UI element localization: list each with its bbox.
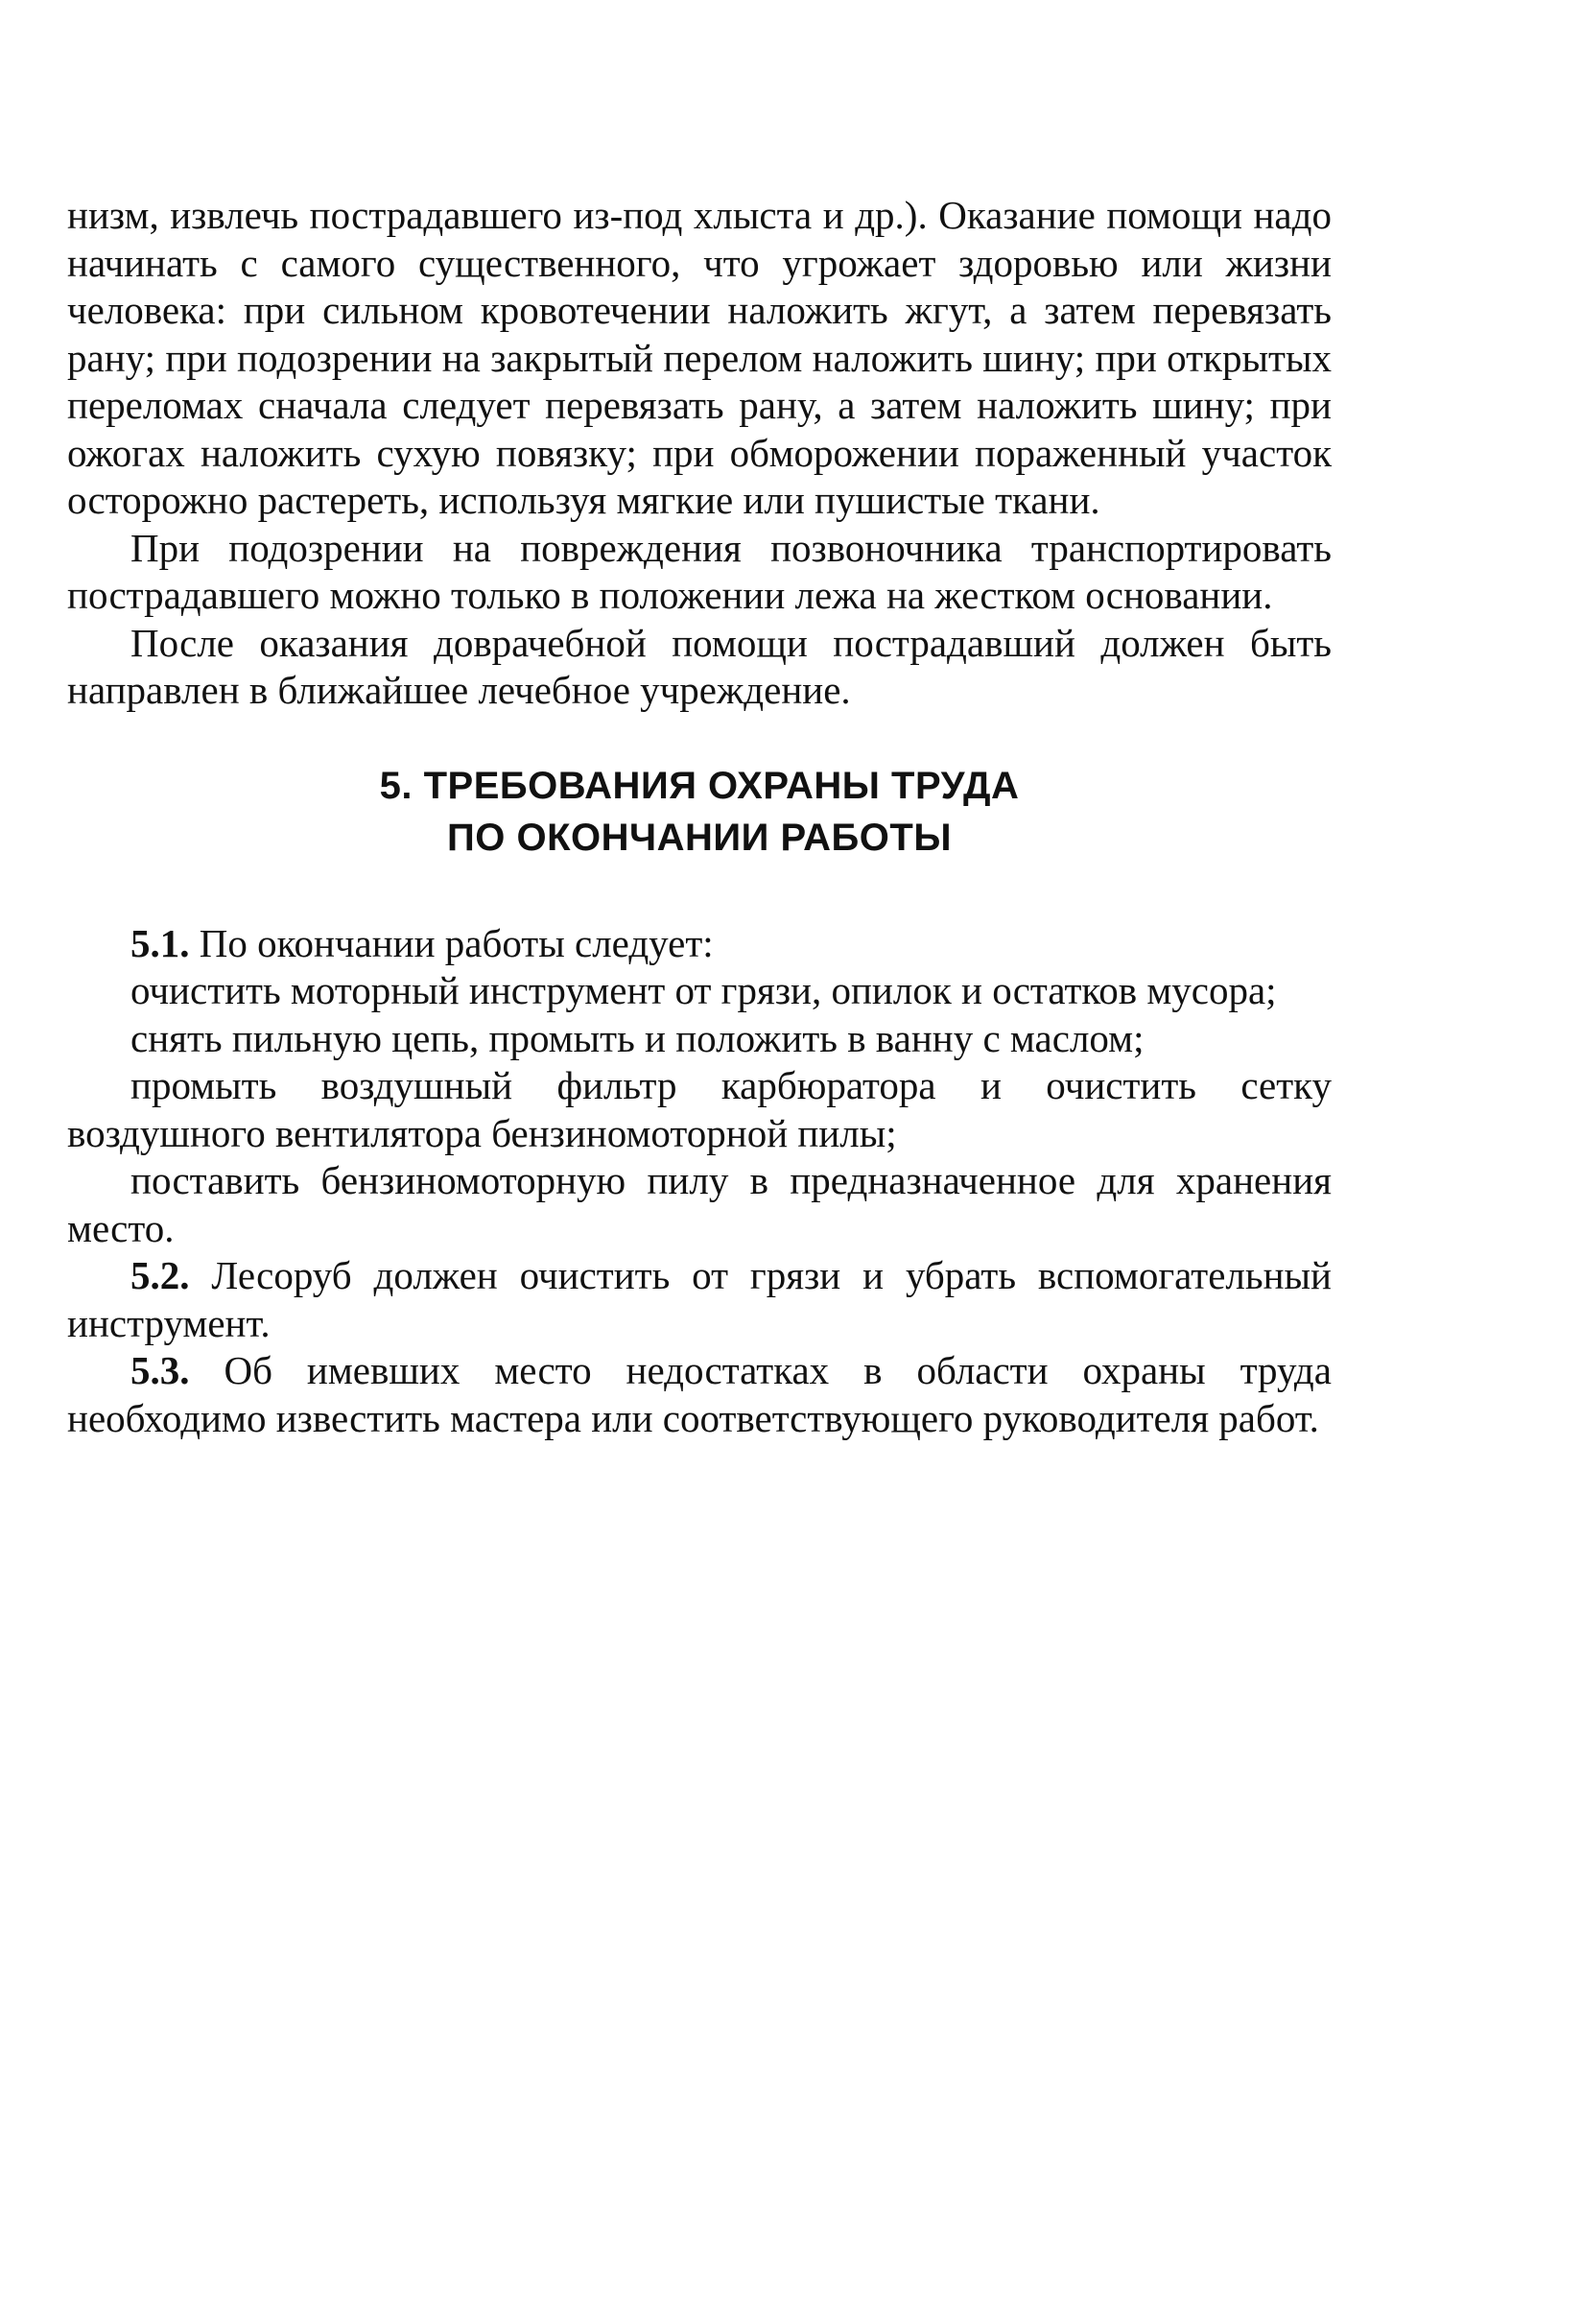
item-5-1 (67, 920, 1332, 968)
section-5-heading-line-1: 5. ТРЕБОВАНИЯ ОХРАНЫ ТРУДА (379, 764, 1020, 807)
item-5-1-number: 5.1. (130, 920, 190, 965)
item-5-2 (67, 1252, 1332, 1347)
item-5-3-number: 5.3. (130, 1348, 190, 1392)
list-item-store-saw: поставить бензиномоторную пилу в предназначенное для хранения место. (67, 1158, 1332, 1250)
list-item-air-filter: промыть воздушный фильтр карбюратора и очистить сетку воздушного вентилятора бензиномоторной пилы; (67, 1063, 1332, 1155)
list-item-remove-chain: снять пильную цепь, промыть и положить в ванну с маслом; (130, 1015, 1145, 1060)
item-5-2-text: Лесоруб должен очистить от грязи и убрать вспомогательный инструмент. (67, 1253, 1332, 1345)
paragraph-first-aid-continuation: низм, извлечь пострадавшего из-под хлыста и др.). Оказание помощи надо начинать с самого существенного, что угрожает здоровью или жизни человека: при сильном кровотечении наложить жгут, а затем перевязать рану; при подозрении на закрытый перелом наложить шину; при открытых переломах сначала следует перевязать рану, а затем наложить шину; при ожогах наложить сухую повязку; при обморожении пораженный участок осторожно растереть, используя мягкие или пушистые ткани. (67, 193, 1332, 522)
section-5-heading-line-2: ПО ОКОНЧАНИИ РАБОТЫ (446, 816, 952, 859)
item-5-1-text: По окончании работы следует: (199, 920, 714, 965)
list-item-clean-tool: очистить моторный инструмент от грязи, опилок и остатков мусора; (130, 968, 1277, 1012)
item-5-3-text: Об имевших место недостатках в области охраны труда необходимо известить мастера или соответствующего руководителя работ. (67, 1348, 1332, 1440)
section-5-heading (67, 760, 1332, 864)
item-5-3 (67, 1347, 1332, 1442)
document-page (67, 192, 1332, 1442)
paragraph-after-first-aid: После оказания доврачебной помощи пострадавший должен быть направлен в ближайшее лечебное учреждение. (67, 620, 1332, 712)
item-5-2-number: 5.2. (130, 1253, 190, 1297)
paragraph-spine-injury: При подозрении на повреждения позвоночника транспортировать пострадавшего можно только в положении лежа на жестком основании. (67, 525, 1332, 617)
